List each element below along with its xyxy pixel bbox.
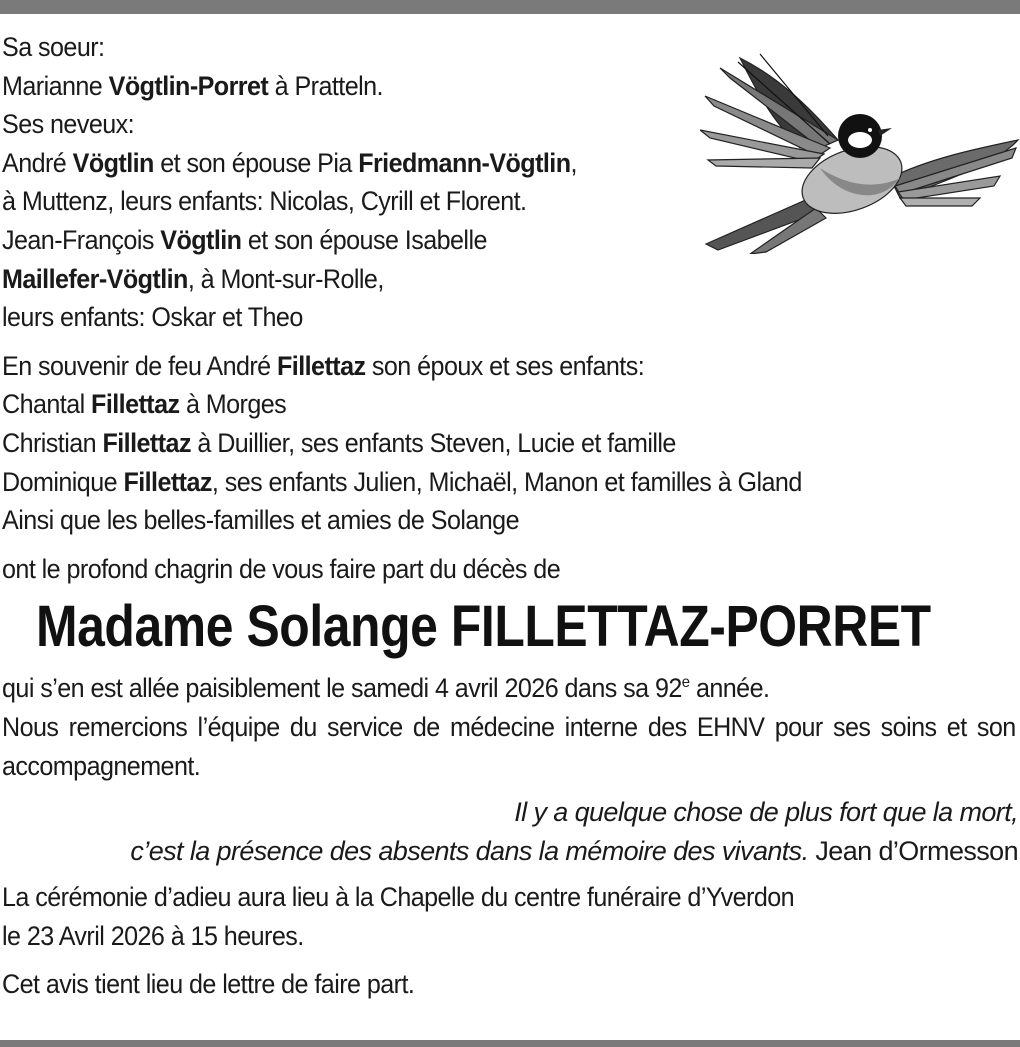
child3-first: Dominique bbox=[2, 466, 124, 497]
child3-rest: , ses enfants Julien, Michaël, Manon et familles à Gland bbox=[211, 466, 802, 497]
nephew1-end: , bbox=[570, 147, 577, 178]
nephew1-spouse: Friedmann-Vögtlin bbox=[358, 147, 571, 178]
ceremony-line1: La cérémonie d’adieu aura lieu à la Chapelle du centre funéraire d’Yverdon bbox=[2, 882, 795, 913]
nephew2-children: leurs enfants: Oskar et Theo bbox=[2, 302, 303, 333]
quote-line1: Il y a quelque chose de plus fort que la mort, bbox=[514, 797, 1018, 828]
nephew2-first: Jean-François bbox=[2, 224, 161, 255]
sister-first: Marianne bbox=[2, 70, 109, 101]
sister-place: à Pratteln. bbox=[268, 70, 383, 101]
in-laws-line: Ainsi que les belles-familles et amies de Solange bbox=[2, 505, 520, 536]
obituary-notice bbox=[2, 28, 1018, 1004]
child3-name: Fillettaz bbox=[123, 466, 212, 497]
nephew1-place: à Muttenz, leurs enfants: Nicolas, Cyrill et Florent. bbox=[2, 186, 527, 217]
nephew2-place: , à Mont-sur-Rolle, bbox=[187, 263, 384, 294]
sister-name: Vögtlin-Porret bbox=[108, 70, 269, 101]
death-text-end: année. bbox=[689, 673, 770, 704]
bottom-rule bbox=[0, 1040, 1020, 1047]
child2-first: Christian bbox=[2, 427, 103, 458]
nephew2-spouse-line bbox=[2, 260, 947, 299]
nephew1-name: Vögtlin bbox=[72, 147, 154, 178]
top-rule bbox=[0, 0, 1020, 14]
announcement: ont le profond chagrin de vous faire part du décès de bbox=[2, 553, 561, 584]
death-block bbox=[2, 664, 947, 708]
nephew1-line bbox=[2, 144, 947, 183]
deceased-name: Madame Solange FILLETTAZ-PORRET bbox=[36, 594, 931, 660]
child3-line bbox=[2, 463, 947, 502]
memory-line bbox=[2, 347, 947, 386]
child1-line bbox=[2, 385, 947, 424]
thanks-text: Nous remercions l’équipe du service de médecine interne des EHNV pour ses soins et son accompagnement. bbox=[2, 711, 1016, 781]
memory-text: En souvenir de feu André bbox=[2, 350, 278, 381]
family-top bbox=[2, 28, 947, 337]
child1-place: à Morges bbox=[179, 389, 287, 420]
quote-block bbox=[2, 793, 1018, 870]
ordinal-suffix: e bbox=[681, 674, 690, 692]
nephew2-spouse: Maillefer-Vögtlin bbox=[2, 263, 188, 294]
sister-label: Sa soeur: bbox=[2, 32, 105, 62]
child2-rest: à Duillier, ses enfants Steven, Lucie et famille bbox=[190, 427, 676, 458]
nephew2-name: Vögtlin bbox=[160, 224, 242, 255]
child2-line bbox=[2, 424, 947, 463]
husband-name: Fillettaz bbox=[277, 350, 366, 381]
death-line bbox=[2, 664, 947, 708]
nephews-label: Ses neveux: bbox=[2, 109, 135, 140]
nephew2-line bbox=[2, 221, 947, 260]
quote-author: Jean d’Ormesson bbox=[808, 835, 1018, 866]
death-text: qui s’en est allée paisiblement le samedi 4 avril 2026 dans sa 92 bbox=[2, 673, 682, 704]
sister-line bbox=[2, 67, 947, 106]
ceremony-line2: le 23 Avril 2026 à 15 heures. bbox=[2, 920, 304, 951]
closing-line: Cet avis tient lieu de lettre de faire part. bbox=[2, 969, 415, 1000]
nephew1-first: André bbox=[2, 147, 73, 178]
nephew1-mid: et son épouse Pia bbox=[153, 147, 359, 178]
ceremony-block bbox=[2, 878, 947, 955]
nephew2-mid: et son épouse Isabelle bbox=[241, 224, 487, 255]
quote-line2: c’est la présence des absents dans la mémoire des vivants. bbox=[130, 835, 809, 866]
memory-text-end: son époux et ses enfants: bbox=[365, 350, 645, 381]
quote-line2-wrap bbox=[2, 832, 1018, 871]
child2-name: Fillettaz bbox=[102, 427, 191, 458]
child1-name: Fillettaz bbox=[91, 389, 180, 420]
family-bottom bbox=[2, 347, 947, 540]
child1-first: Chantal bbox=[2, 389, 92, 420]
